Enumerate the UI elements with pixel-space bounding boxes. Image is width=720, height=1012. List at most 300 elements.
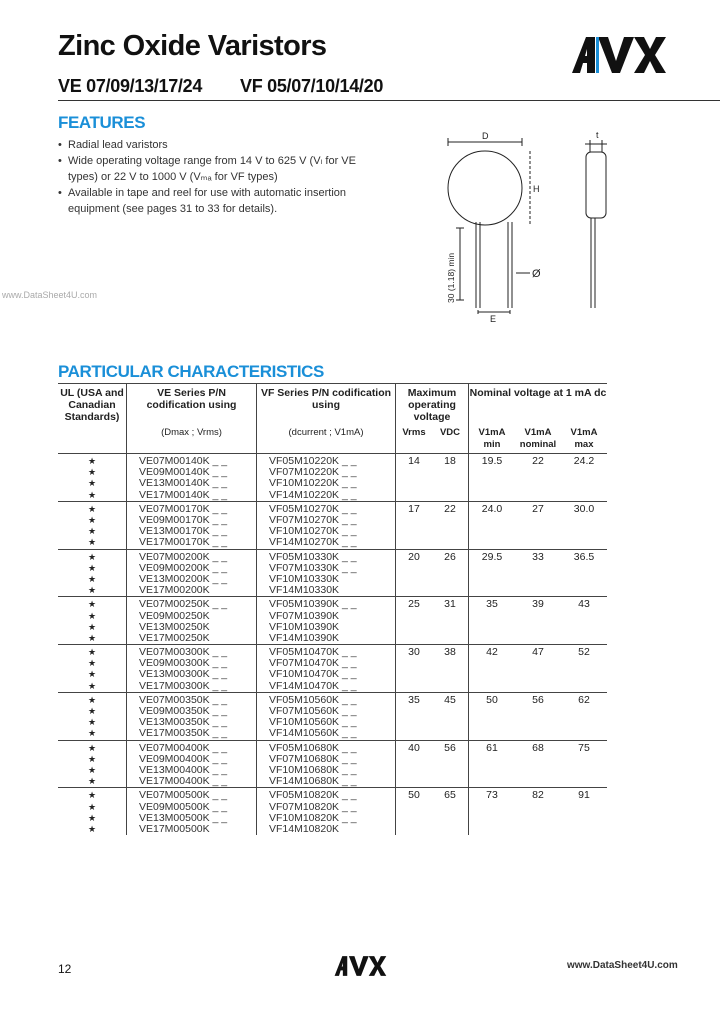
v1ma-min-cell bbox=[469, 490, 516, 502]
ul-star-cell: ★ bbox=[58, 597, 127, 611]
v1ma-max-cell bbox=[561, 574, 607, 585]
table-row bbox=[58, 490, 607, 502]
v1ma-min-cell bbox=[469, 754, 516, 765]
ul-star-cell: ★ bbox=[58, 801, 127, 812]
vf-part-number-cell: VF05M10330K _ _ bbox=[257, 549, 396, 563]
ve-part-number-cell: VE09M00170K _ _ bbox=[127, 515, 257, 526]
vdc-cell bbox=[432, 669, 469, 680]
vdc-cell bbox=[432, 658, 469, 669]
v1ma-max-cell bbox=[561, 754, 607, 765]
vdc-cell bbox=[432, 813, 469, 824]
v1ma-max-cell: 62 bbox=[561, 692, 607, 706]
subtitle-vf-series: VF 05/07/10/14/20 bbox=[240, 76, 384, 96]
ve-part-number-cell: VE09M00200K _ _ bbox=[127, 563, 257, 574]
v1ma-min-cell bbox=[469, 526, 516, 537]
v1ma-nominal-cell bbox=[515, 801, 561, 812]
v1ma-max-cell bbox=[561, 467, 607, 478]
vf-part-number-cell: VF10M10820K _ _ bbox=[257, 813, 396, 824]
ve-part-number-cell: VE17M00300K _ _ bbox=[127, 681, 257, 693]
v1ma-nominal-cell bbox=[515, 776, 561, 788]
vf-part-number-cell: VF05M10560K _ _ bbox=[257, 692, 396, 706]
ve-part-number-cell: VE07M00300K _ _ bbox=[127, 645, 257, 659]
v1ma-max-cell: 36.5 bbox=[561, 549, 607, 563]
vf-part-number-cell: VF10M10270K _ _ bbox=[257, 526, 396, 537]
ve-part-number-cell: VE13M00140K _ _ bbox=[127, 478, 257, 489]
table-row bbox=[58, 478, 607, 489]
v1ma-max-cell bbox=[561, 585, 607, 597]
v1ma-max-cell bbox=[561, 515, 607, 526]
v1ma-max-cell bbox=[561, 776, 607, 788]
ul-star-cell: ★ bbox=[58, 610, 127, 621]
vrms-cell bbox=[396, 633, 433, 645]
v1ma-max-cell bbox=[561, 633, 607, 645]
v1ma-nominal-cell bbox=[515, 622, 561, 633]
ul-star-cell: ★ bbox=[58, 658, 127, 669]
ul-star-cell: ★ bbox=[58, 501, 127, 515]
vdc-cell: 65 bbox=[432, 788, 469, 802]
sub-header-v1ma-min: V1mA min bbox=[478, 427, 506, 450]
v1ma-max-cell: 24.2 bbox=[561, 454, 607, 468]
vrms-cell: 35 bbox=[396, 692, 433, 706]
ve-part-number-cell: VE07M00250K _ _ bbox=[127, 597, 257, 611]
v1ma-nominal-cell bbox=[515, 658, 561, 669]
ve-part-number-cell: VE17M00170K _ _ bbox=[127, 537, 257, 549]
vrms-cell bbox=[396, 515, 433, 526]
vf-part-number-cell: VF14M10560K _ _ bbox=[257, 728, 396, 740]
ve-part-number-cell: VE17M00200K bbox=[127, 585, 257, 597]
ve-part-number-cell: VE07M00170K _ _ bbox=[127, 501, 257, 515]
v1ma-min-cell bbox=[469, 813, 516, 824]
v1ma-nominal-cell bbox=[515, 585, 561, 597]
ul-star-cell: ★ bbox=[58, 537, 127, 549]
v1ma-nominal-cell: 56 bbox=[515, 692, 561, 706]
table-row bbox=[58, 776, 607, 788]
v1ma-min-cell bbox=[469, 585, 516, 597]
v1ma-min-cell bbox=[469, 681, 516, 693]
v1ma-max-cell bbox=[561, 622, 607, 633]
vrms-cell bbox=[396, 706, 433, 717]
ul-star-cell: ★ bbox=[58, 526, 127, 537]
vf-part-number-cell: VF05M10470K _ _ bbox=[257, 645, 396, 659]
v1ma-min-cell bbox=[469, 537, 516, 549]
vf-part-number-cell: VF14M10680K _ _ bbox=[257, 776, 396, 788]
vdc-cell bbox=[432, 633, 469, 645]
v1ma-min-cell bbox=[469, 467, 516, 478]
ul-star-cell: ★ bbox=[58, 574, 127, 585]
vrms-cell: 20 bbox=[396, 549, 433, 563]
v1ma-max-cell bbox=[561, 765, 607, 776]
header-nominal-voltage: Nominal voltage at 1 mA dc bbox=[469, 384, 608, 424]
v1ma-min-cell: 61 bbox=[469, 740, 516, 754]
features-list bbox=[58, 137, 358, 217]
v1ma-min-cell bbox=[469, 717, 516, 728]
v1ma-min-cell bbox=[469, 622, 516, 633]
v1ma-nominal-cell: 68 bbox=[515, 740, 561, 754]
v1ma-nominal-cell bbox=[515, 478, 561, 489]
ul-star-cell: ★ bbox=[58, 754, 127, 765]
vrms-cell: 17 bbox=[396, 501, 433, 515]
vrms-cell bbox=[396, 467, 433, 478]
sub-header-vdc: VDC bbox=[432, 423, 469, 454]
v1ma-nominal-cell bbox=[515, 717, 561, 728]
vf-part-number-cell: VF10M10330K bbox=[257, 574, 396, 585]
vrms-cell bbox=[396, 824, 433, 835]
table-row bbox=[58, 501, 607, 515]
vf-part-number-cell: VF05M10270K _ _ bbox=[257, 501, 396, 515]
disc-side-view bbox=[586, 152, 606, 218]
v1ma-nominal-cell bbox=[515, 526, 561, 537]
v1ma-max-cell: 91 bbox=[561, 788, 607, 802]
vrms-cell bbox=[396, 801, 433, 812]
vdc-cell bbox=[432, 622, 469, 633]
vdc-cell bbox=[432, 574, 469, 585]
header-vf-series: VF Series P/N codification using bbox=[257, 384, 396, 424]
v1ma-nominal-cell bbox=[515, 610, 561, 621]
ul-star-cell: ★ bbox=[58, 765, 127, 776]
v1ma-nominal-cell bbox=[515, 490, 561, 502]
feature-item: • Radial lead varistors bbox=[58, 137, 358, 153]
footer-site: www.DataSheet4U.com bbox=[567, 960, 678, 971]
v1ma-nominal-cell: 47 bbox=[515, 645, 561, 659]
v1ma-max-cell bbox=[561, 537, 607, 549]
v1ma-min-cell: 50 bbox=[469, 692, 516, 706]
vrms-cell bbox=[396, 717, 433, 728]
ve-part-number-cell: VE17M00350K _ _ bbox=[127, 728, 257, 740]
vrms-cell bbox=[396, 622, 433, 633]
sub-header-ve: (Dmax ; Vrms) bbox=[127, 423, 257, 454]
vdc-cell: 22 bbox=[432, 501, 469, 515]
vf-part-number-cell: VF07M10220K _ _ bbox=[257, 467, 396, 478]
avx-logo-footer bbox=[330, 955, 392, 977]
label-t: t bbox=[596, 130, 599, 140]
ul-star-cell: ★ bbox=[58, 706, 127, 717]
vf-part-number-cell: VF14M10220K _ _ bbox=[257, 490, 396, 502]
ve-part-number-cell: VE07M00400K _ _ bbox=[127, 740, 257, 754]
v1ma-max-cell bbox=[561, 490, 607, 502]
vf-part-number-cell: VF07M10820K _ _ bbox=[257, 801, 396, 812]
v1ma-min-cell: 29.5 bbox=[469, 549, 516, 563]
v1ma-max-cell bbox=[561, 801, 607, 812]
header-ul: UL (USA and Canadian Standards) bbox=[58, 384, 127, 454]
v1ma-max-cell bbox=[561, 669, 607, 680]
v1ma-max-cell bbox=[561, 658, 607, 669]
feature-item: • Available in tape and reel for use with automatic insertion equipment (see pages 31 to 33 for details). bbox=[58, 185, 358, 217]
vdc-cell bbox=[432, 706, 469, 717]
v1ma-max-cell bbox=[561, 706, 607, 717]
ul-star-cell: ★ bbox=[58, 585, 127, 597]
v1ma-nominal-cell bbox=[515, 574, 561, 585]
ve-part-number-cell: VE09M00400K _ _ bbox=[127, 754, 257, 765]
v1ma-min-cell bbox=[469, 765, 516, 776]
ul-star-cell: ★ bbox=[58, 549, 127, 563]
ve-part-number-cell: VE07M00350K _ _ bbox=[127, 692, 257, 706]
v1ma-min-cell: 73 bbox=[469, 788, 516, 802]
v1ma-min-cell bbox=[469, 574, 516, 585]
vdc-cell bbox=[432, 824, 469, 835]
table-row bbox=[58, 454, 607, 468]
vrms-cell bbox=[396, 563, 433, 574]
ul-star-cell: ★ bbox=[58, 633, 127, 645]
vf-part-number-cell: VF10M10470K _ _ bbox=[257, 669, 396, 680]
avx-logo bbox=[572, 35, 668, 75]
vdc-cell bbox=[432, 728, 469, 740]
ve-part-number-cell: VE07M00200K _ _ bbox=[127, 549, 257, 563]
table-row bbox=[58, 585, 607, 597]
ul-star-cell: ★ bbox=[58, 692, 127, 706]
vf-part-number-cell: VF07M10470K _ _ bbox=[257, 658, 396, 669]
ve-part-number-cell: VE09M00250K bbox=[127, 610, 257, 621]
label-d: D bbox=[482, 131, 489, 141]
table-row bbox=[58, 597, 607, 611]
ve-part-number-cell: VE09M00300K _ _ bbox=[127, 658, 257, 669]
v1ma-min-cell bbox=[469, 669, 516, 680]
sub-header-vrms: Vrms bbox=[402, 427, 426, 438]
sub-header-v1ma-max: V1mA max bbox=[570, 427, 598, 450]
vf-part-number-cell: VF14M10270K _ _ bbox=[257, 537, 396, 549]
table-row bbox=[58, 740, 607, 754]
v1ma-min-cell: 42 bbox=[469, 645, 516, 659]
vrms-cell: 50 bbox=[396, 788, 433, 802]
table-row bbox=[58, 669, 607, 680]
v1ma-nominal-cell bbox=[515, 754, 561, 765]
vf-part-number-cell: VF07M10270K _ _ bbox=[257, 515, 396, 526]
vf-part-number-cell: VF05M10220K _ _ bbox=[257, 454, 396, 468]
v1ma-nominal-cell bbox=[515, 537, 561, 549]
v1ma-max-cell: 75 bbox=[561, 740, 607, 754]
table-row bbox=[58, 645, 607, 659]
v1ma-max-cell: 30.0 bbox=[561, 501, 607, 515]
vdc-cell bbox=[432, 717, 469, 728]
vrms-cell: 25 bbox=[396, 597, 433, 611]
ve-part-number-cell: VE13M00300K _ _ bbox=[127, 669, 257, 680]
vrms-cell: 14 bbox=[396, 454, 433, 468]
v1ma-min-cell bbox=[469, 801, 516, 812]
vdc-cell bbox=[432, 515, 469, 526]
vrms-cell bbox=[396, 526, 433, 537]
vf-part-number-cell: VF14M10470K _ _ bbox=[257, 681, 396, 693]
v1ma-nominal-cell bbox=[515, 824, 561, 835]
vrms-cell bbox=[396, 537, 433, 549]
vdc-cell bbox=[432, 765, 469, 776]
watermark: www.DataSheet4U.com bbox=[2, 290, 98, 300]
table-row bbox=[58, 549, 607, 563]
vdc-cell bbox=[432, 754, 469, 765]
vdc-cell bbox=[432, 610, 469, 621]
vrms-cell bbox=[396, 813, 433, 824]
ve-part-number-cell: VE13M00250K bbox=[127, 622, 257, 633]
table-row bbox=[58, 537, 607, 549]
vf-part-number-cell: VF10M10220K _ _ bbox=[257, 478, 396, 489]
vdc-cell: 38 bbox=[432, 645, 469, 659]
ul-star-cell: ★ bbox=[58, 681, 127, 693]
ul-star-cell: ★ bbox=[58, 824, 127, 835]
ve-part-number-cell: VE17M00140K _ _ bbox=[127, 490, 257, 502]
table-row bbox=[58, 692, 607, 706]
ul-star-cell: ★ bbox=[58, 669, 127, 680]
vf-part-number-cell: VF14M10330K bbox=[257, 585, 396, 597]
v1ma-nominal-cell bbox=[515, 681, 561, 693]
ul-star-cell: ★ bbox=[58, 478, 127, 489]
v1ma-min-cell: 24.0 bbox=[469, 501, 516, 515]
v1ma-min-cell bbox=[469, 478, 516, 489]
v1ma-min-cell bbox=[469, 824, 516, 835]
label-h: H bbox=[533, 184, 540, 194]
vdc-cell: 26 bbox=[432, 549, 469, 563]
vdc-cell bbox=[432, 537, 469, 549]
vf-part-number-cell: VF05M10820K _ _ bbox=[257, 788, 396, 802]
vdc-cell bbox=[432, 478, 469, 489]
vdc-cell: 45 bbox=[432, 692, 469, 706]
vrms-cell bbox=[396, 585, 433, 597]
v1ma-min-cell bbox=[469, 515, 516, 526]
table-row bbox=[58, 610, 607, 621]
vf-part-number-cell: VF07M10680K _ _ bbox=[257, 754, 396, 765]
v1ma-min-cell bbox=[469, 728, 516, 740]
vf-part-number-cell: VF14M10390K bbox=[257, 633, 396, 645]
vrms-cell bbox=[396, 669, 433, 680]
vdc-cell bbox=[432, 563, 469, 574]
v1ma-max-cell bbox=[561, 526, 607, 537]
characteristics-table bbox=[58, 383, 607, 835]
v1ma-min-cell bbox=[469, 610, 516, 621]
feature-item: • Wide operating voltage range from 14 V to 625 V (Vₗ for VE types) or 22 V to 1000 V (Vₘₐ for VF types) bbox=[58, 153, 358, 185]
vdc-cell bbox=[432, 490, 469, 502]
v1ma-max-cell bbox=[561, 728, 607, 740]
ve-part-number-cell: VE09M00140K _ _ bbox=[127, 467, 257, 478]
v1ma-max-cell bbox=[561, 563, 607, 574]
table-row bbox=[58, 824, 607, 835]
ul-star-cell: ★ bbox=[58, 776, 127, 788]
v1ma-min-cell bbox=[469, 706, 516, 717]
ul-star-cell: ★ bbox=[58, 467, 127, 478]
ve-part-number-cell: VE07M00500K _ _ bbox=[127, 788, 257, 802]
disc-front-view bbox=[448, 151, 522, 225]
vdc-cell bbox=[432, 467, 469, 478]
vf-part-number-cell: VF10M10560K _ _ bbox=[257, 717, 396, 728]
v1ma-nominal-cell bbox=[515, 563, 561, 574]
ve-part-number-cell: VE09M00350K _ _ bbox=[127, 706, 257, 717]
v1ma-min-cell: 35 bbox=[469, 597, 516, 611]
vdc-cell bbox=[432, 585, 469, 597]
v1ma-nominal-cell bbox=[515, 669, 561, 680]
vrms-cell bbox=[396, 681, 433, 693]
v1ma-nominal-cell: 82 bbox=[515, 788, 561, 802]
label-lead-length: 30 (1.18) min bbox=[446, 252, 456, 303]
vdc-cell: 31 bbox=[432, 597, 469, 611]
vrms-cell bbox=[396, 610, 433, 621]
vdc-cell bbox=[432, 526, 469, 537]
vrms-cell bbox=[396, 478, 433, 489]
vdc-cell bbox=[432, 776, 469, 788]
v1ma-max-cell bbox=[561, 478, 607, 489]
ve-part-number-cell: VE17M00400K _ _ bbox=[127, 776, 257, 788]
v1ma-min-cell bbox=[469, 563, 516, 574]
ul-star-cell: ★ bbox=[58, 563, 127, 574]
vf-part-number-cell: VF14M10820K bbox=[257, 824, 396, 835]
subtitle-ve-series: VE 07/09/13/17/24 bbox=[58, 76, 203, 96]
table-row bbox=[58, 801, 607, 812]
ul-star-cell: ★ bbox=[58, 728, 127, 740]
ul-star-cell: ★ bbox=[58, 717, 127, 728]
ul-star-cell: ★ bbox=[58, 788, 127, 802]
v1ma-max-cell bbox=[561, 681, 607, 693]
v1ma-max-cell bbox=[561, 813, 607, 824]
table-row bbox=[58, 681, 607, 693]
ul-star-cell: ★ bbox=[58, 813, 127, 824]
ve-part-number-cell: VE17M00250K bbox=[127, 633, 257, 645]
vf-part-number-cell: VF07M10390K bbox=[257, 610, 396, 621]
vrms-cell bbox=[396, 728, 433, 740]
ve-part-number-cell: VE09M00500K _ _ bbox=[127, 801, 257, 812]
v1ma-max-cell bbox=[561, 824, 607, 835]
table-row bbox=[58, 788, 607, 802]
vrms-cell: 30 bbox=[396, 645, 433, 659]
v1ma-nominal-cell: 39 bbox=[515, 597, 561, 611]
vrms-cell bbox=[396, 776, 433, 788]
ve-part-number-cell: VE13M00170K _ _ bbox=[127, 526, 257, 537]
sub-header-v1ma-nominal: V1mA nominal bbox=[519, 427, 557, 450]
ul-star-cell: ★ bbox=[58, 740, 127, 754]
v1ma-max-cell bbox=[561, 717, 607, 728]
v1ma-nominal-cell bbox=[515, 813, 561, 824]
v1ma-nominal-cell: 33 bbox=[515, 549, 561, 563]
v1ma-max-cell: 52 bbox=[561, 645, 607, 659]
ul-star-cell: ★ bbox=[58, 490, 127, 502]
ul-star-cell: ★ bbox=[58, 622, 127, 633]
v1ma-nominal-cell bbox=[515, 765, 561, 776]
varistor-dimension-diagram bbox=[420, 128, 620, 323]
page-subtitle bbox=[58, 76, 383, 97]
table-row bbox=[58, 728, 607, 740]
vf-part-number-cell: VF10M10680K _ _ bbox=[257, 765, 396, 776]
features-heading: FEATURES bbox=[58, 113, 146, 132]
ve-part-number-cell: VE17M00500K bbox=[127, 824, 257, 835]
vf-part-number-cell: VF10M10390K bbox=[257, 622, 396, 633]
vf-part-number-cell: VF05M10390K _ _ bbox=[257, 597, 396, 611]
label-phi: Ø bbox=[532, 268, 541, 280]
vrms-cell bbox=[396, 754, 433, 765]
v1ma-nominal-cell: 27 bbox=[515, 501, 561, 515]
label-e: E bbox=[490, 314, 497, 323]
ve-part-number-cell: VE07M00140K _ _ bbox=[127, 454, 257, 468]
ve-part-number-cell: VE13M00400K _ _ bbox=[127, 765, 257, 776]
v1ma-min-cell: 19.5 bbox=[469, 454, 516, 468]
vrms-cell bbox=[396, 765, 433, 776]
vf-part-number-cell: VF07M10560K _ _ bbox=[257, 706, 396, 717]
vrms-cell: 40 bbox=[396, 740, 433, 754]
ul-star-cell: ★ bbox=[58, 645, 127, 659]
table-row bbox=[58, 633, 607, 645]
page-number: 12 bbox=[58, 962, 72, 976]
ve-part-number-cell: VE13M00500K _ _ bbox=[127, 813, 257, 824]
v1ma-max-cell: 43 bbox=[561, 597, 607, 611]
vdc-cell bbox=[432, 801, 469, 812]
vf-part-number-cell: VF05M10680K _ _ bbox=[257, 740, 396, 754]
vdc-cell: 18 bbox=[432, 454, 469, 468]
sub-header-vf: (dcurrent ; V1mA) bbox=[257, 423, 396, 454]
vrms-cell bbox=[396, 490, 433, 502]
vrms-cell bbox=[396, 574, 433, 585]
ul-star-cell: ★ bbox=[58, 454, 127, 468]
header-ve-series: VE Series P/N codification using bbox=[127, 384, 257, 424]
vdc-cell: 56 bbox=[432, 740, 469, 754]
v1ma-min-cell bbox=[469, 776, 516, 788]
ve-part-number-cell: VE13M00200K _ _ bbox=[127, 574, 257, 585]
vrms-cell bbox=[396, 658, 433, 669]
v1ma-min-cell bbox=[469, 633, 516, 645]
v1ma-nominal-cell bbox=[515, 706, 561, 717]
header-rule bbox=[58, 100, 720, 101]
